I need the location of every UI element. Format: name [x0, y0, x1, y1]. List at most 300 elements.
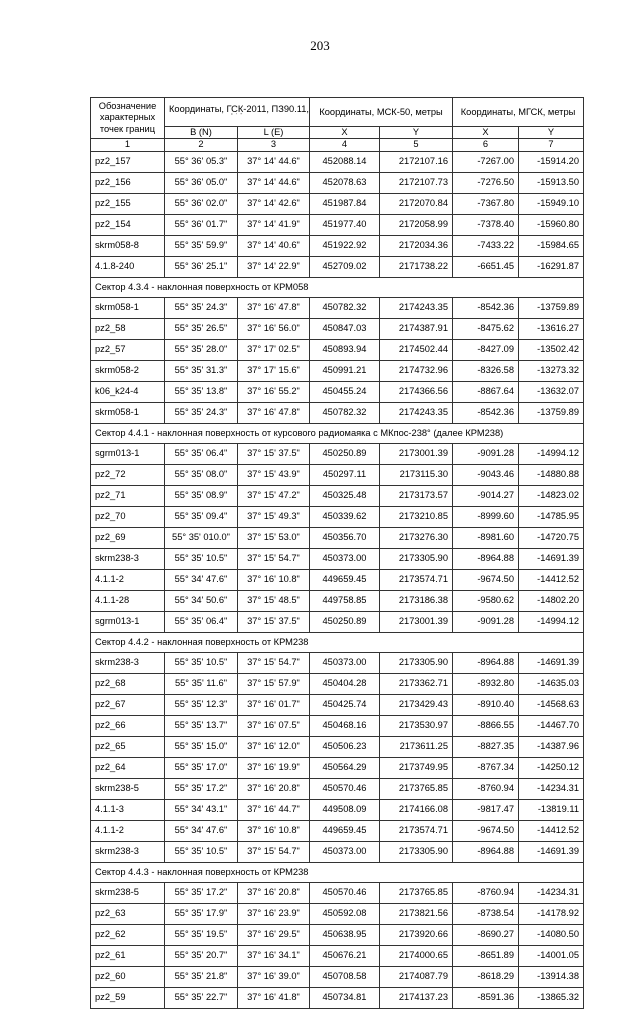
- longitude-cell: 37° 15' 48.5": [238, 591, 310, 612]
- point-id-cell: 4.1.1-28: [91, 591, 165, 612]
- sector-heading-row: [91, 863, 584, 883]
- mgsk-y-cell: -13914.38: [519, 967, 584, 988]
- mgsk-x-cell: -9043.46: [453, 465, 519, 486]
- latitude-cell: 55° 35' 10.5": [165, 653, 238, 674]
- mgsk-x-cell: -7433.22: [453, 236, 519, 257]
- msk-x-cell: 450564.29: [310, 758, 380, 779]
- mgsk-x-cell: -8326.58: [453, 361, 519, 382]
- mgsk-y-cell: -14412.52: [519, 570, 584, 591]
- header-gsk-group: [165, 98, 310, 127]
- longitude-cell: 37° 17' 15.6": [238, 361, 310, 382]
- mgsk-y-cell: -14250.12: [519, 758, 584, 779]
- msk-x-cell: 450339.62: [310, 507, 380, 528]
- table-row: [91, 821, 584, 842]
- mgsk-y-cell: -14387.96: [519, 737, 584, 758]
- longitude-cell: 37° 14' 42.6": [238, 194, 310, 215]
- latitude-cell: 55° 35' 11.6": [165, 674, 238, 695]
- table-row: [91, 737, 584, 758]
- msk-x-cell: 450570.46: [310, 779, 380, 800]
- longitude-cell: 37° 16' 29.5": [238, 925, 310, 946]
- msk-y-cell: 2173749.95: [380, 758, 453, 779]
- mgsk-y-cell: -14880.88: [519, 465, 584, 486]
- header-point-designation: Обозначение характерных точек границ: [91, 98, 165, 139]
- table-row: [91, 988, 584, 1009]
- table-row: [91, 612, 584, 633]
- latitude-cell: 55° 35' 08.0": [165, 465, 238, 486]
- longitude-cell: 37° 16' 56.0": [238, 319, 310, 340]
- mgsk-y-cell: -13273.32: [519, 361, 584, 382]
- mgsk-y-cell: -15949.10: [519, 194, 584, 215]
- mgsk-x-cell: -8760.94: [453, 883, 519, 904]
- msk-y-cell: 2174366.56: [380, 382, 453, 403]
- table-row: [91, 319, 584, 340]
- msk-x-cell: 450782.32: [310, 403, 380, 424]
- mgsk-x-cell: -7267.00: [453, 152, 519, 173]
- msk-y-cell: 2174087.79: [380, 967, 453, 988]
- latitude-cell: 55° 34' 47.6": [165, 821, 238, 842]
- point-id-cell: pz2_63: [91, 904, 165, 925]
- page-number: 203: [310, 38, 330, 53]
- column-number: 6: [453, 139, 519, 152]
- point-id-cell: pz2_70: [91, 507, 165, 528]
- latitude-cell: 55° 35' 08.9": [165, 486, 238, 507]
- longitude-cell: 37° 16' 39.0": [238, 967, 310, 988]
- mgsk-x-cell: -8866.55: [453, 716, 519, 737]
- mgsk-y-cell: -13616.27: [519, 319, 584, 340]
- msk-x-cell: 452709.02: [310, 257, 380, 278]
- mgsk-x-cell: -9091.28: [453, 612, 519, 633]
- latitude-cell: 55° 34' 43.1": [165, 800, 238, 821]
- msk-x-cell: 450373.00: [310, 549, 380, 570]
- table-row: [91, 946, 584, 967]
- point-id-cell: pz2_67: [91, 695, 165, 716]
- point-id-cell: pz2_155: [91, 194, 165, 215]
- latitude-cell: 55° 35' 06.4": [165, 612, 238, 633]
- mgsk-y-cell: -14234.31: [519, 779, 584, 800]
- mgsk-x-cell: -9091.28: [453, 444, 519, 465]
- msk-y-cell: 2173574.71: [380, 821, 453, 842]
- point-id-cell: skrm238-3: [91, 842, 165, 863]
- point-id-cell: sgrm013-1: [91, 612, 165, 633]
- latitude-cell: 55° 34' 50.6": [165, 591, 238, 612]
- table-row: [91, 591, 584, 612]
- msk-y-cell: 2173276.30: [380, 528, 453, 549]
- point-id-cell: pz2_154: [91, 215, 165, 236]
- mgsk-x-cell: -8981.60: [453, 528, 519, 549]
- latitude-cell: 55° 35' 22.7": [165, 988, 238, 1009]
- table-row: [91, 967, 584, 988]
- latitude-cell: 55° 36' 25.1": [165, 257, 238, 278]
- table-row: [91, 340, 584, 361]
- msk-x-cell: 450455.24: [310, 382, 380, 403]
- table-row: [91, 549, 584, 570]
- mgsk-x-cell: -8591.36: [453, 988, 519, 1009]
- msk-x-cell: 449659.45: [310, 821, 380, 842]
- header-b: B (N): [165, 127, 238, 139]
- table-row: [91, 465, 584, 486]
- latitude-cell: 55° 35' 06.4": [165, 444, 238, 465]
- latitude-cell: 55° 36' 05.0": [165, 173, 238, 194]
- mgsk-x-cell: -8738.54: [453, 904, 519, 925]
- mgsk-x-cell: -8999.60: [453, 507, 519, 528]
- latitude-cell: 55° 35' 12.3": [165, 695, 238, 716]
- latitude-cell: 55° 34' 47.6": [165, 570, 238, 591]
- msk-x-cell: 450373.00: [310, 653, 380, 674]
- table-row: [91, 716, 584, 737]
- msk-y-cell: 2171738.22: [380, 257, 453, 278]
- longitude-cell: 37° 16' 10.8": [238, 570, 310, 591]
- table-body: [91, 152, 584, 1009]
- mgsk-y-cell: -14001.05: [519, 946, 584, 967]
- msk-x-cell: 449758.85: [310, 591, 380, 612]
- msk-x-cell: 451977.40: [310, 215, 380, 236]
- latitude-cell: 55° 35' 15.0": [165, 737, 238, 758]
- mgsk-x-cell: -8932.80: [453, 674, 519, 695]
- mgsk-x-cell: -8964.88: [453, 842, 519, 863]
- msk-y-cell: 2173210.85: [380, 507, 453, 528]
- longitude-cell: 37° 17' 02.5": [238, 340, 310, 361]
- msk-y-cell: 2173305.90: [380, 653, 453, 674]
- header-mgsk-y: Y: [519, 127, 584, 139]
- table-row: [91, 236, 584, 257]
- latitude-cell: 55° 35' 10.5": [165, 549, 238, 570]
- longitude-cell: 37° 16' 44.7": [238, 800, 310, 821]
- latitude-cell: 55° 35' 21.8": [165, 967, 238, 988]
- longitude-cell: 37° 16' 55.2": [238, 382, 310, 403]
- msk-y-cell: 2172107.16: [380, 152, 453, 173]
- longitude-cell: 37° 15' 57.9": [238, 674, 310, 695]
- msk-x-cell: 450676.21: [310, 946, 380, 967]
- table-row: [91, 570, 584, 591]
- coordinates-table: [90, 97, 584, 1009]
- mgsk-x-cell: -8827.35: [453, 737, 519, 758]
- mgsk-y-cell: -14802.20: [519, 591, 584, 612]
- point-id-cell: skrm238-5: [91, 883, 165, 904]
- msk-y-cell: 2174243.35: [380, 298, 453, 319]
- table-header: [91, 98, 584, 152]
- longitude-cell: 37° 16' 20.8": [238, 883, 310, 904]
- table-row: [91, 883, 584, 904]
- point-id-cell: pz2_59: [91, 988, 165, 1009]
- table-row: [91, 904, 584, 925]
- msk-y-cell: 2173920.66: [380, 925, 453, 946]
- msk-x-cell: 450506.23: [310, 737, 380, 758]
- msk-y-cell: 2172070.84: [380, 194, 453, 215]
- table-row: [91, 361, 584, 382]
- msk-y-cell: 2173305.90: [380, 842, 453, 863]
- latitude-cell: 55° 35' 17.2": [165, 883, 238, 904]
- mgsk-x-cell: -7378.40: [453, 215, 519, 236]
- mgsk-x-cell: -8618.29: [453, 967, 519, 988]
- msk-x-cell: 450782.32: [310, 298, 380, 319]
- msk-y-cell: 2173530.97: [380, 716, 453, 737]
- point-id-cell: pz2_69: [91, 528, 165, 549]
- msk-x-cell: 450893.94: [310, 340, 380, 361]
- msk-x-cell: 450592.08: [310, 904, 380, 925]
- mgsk-y-cell: -14635.03: [519, 674, 584, 695]
- mgsk-y-cell: -14568.63: [519, 695, 584, 716]
- header-l: L (E): [238, 127, 310, 139]
- point-id-cell: k06_k24-4: [91, 382, 165, 403]
- table-row: [91, 298, 584, 319]
- point-id-cell: skrm058-1: [91, 403, 165, 424]
- mgsk-y-cell: -13502.42: [519, 340, 584, 361]
- msk-y-cell: 2174137.23: [380, 988, 453, 1009]
- table-row: [91, 800, 584, 821]
- latitude-cell: 55° 35' 17.0": [165, 758, 238, 779]
- table-row: [91, 215, 584, 236]
- column-number: 5: [380, 139, 453, 152]
- point-id-cell: pz2_57: [91, 340, 165, 361]
- latitude-cell: 55° 35' 26.5": [165, 319, 238, 340]
- mgsk-y-cell: -13632.07: [519, 382, 584, 403]
- latitude-cell: 55° 35' 10.5": [165, 842, 238, 863]
- sector-heading: Сектор 4.4.2 - наклонная поверхность от КРМ238: [91, 633, 584, 653]
- mgsk-y-cell: -15914.20: [519, 152, 584, 173]
- mgsk-x-cell: -8910.40: [453, 695, 519, 716]
- mgsk-y-cell: -14994.12: [519, 612, 584, 633]
- msk-y-cell: 2173765.85: [380, 883, 453, 904]
- longitude-cell: 37° 15' 47.2": [238, 486, 310, 507]
- point-id-cell: sgrm013-1: [91, 444, 165, 465]
- latitude-cell: 55° 35' 59.9": [165, 236, 238, 257]
- table-row: [91, 528, 584, 549]
- mgsk-y-cell: -14234.31: [519, 883, 584, 904]
- mgsk-y-cell: -15913.50: [519, 173, 584, 194]
- longitude-cell: 37° 16' 47.8": [238, 403, 310, 424]
- latitude-cell: 55° 36' 02.0": [165, 194, 238, 215]
- mgsk-y-cell: -14823.02: [519, 486, 584, 507]
- longitude-cell: 37° 15' 43.9": [238, 465, 310, 486]
- column-number: 1: [91, 139, 165, 152]
- msk-x-cell: 450297.11: [310, 465, 380, 486]
- msk-y-cell: 2173574.71: [380, 570, 453, 591]
- point-id-cell: skrm238-5: [91, 779, 165, 800]
- point-id-cell: pz2_62: [91, 925, 165, 946]
- longitude-cell: 37° 15' 54.7": [238, 842, 310, 863]
- point-id-cell: pz2_58: [91, 319, 165, 340]
- mgsk-x-cell: -7276.50: [453, 173, 519, 194]
- point-id-cell: skrm058-1: [91, 298, 165, 319]
- msk-y-cell: 2172107.73: [380, 173, 453, 194]
- msk-x-cell: 450638.95: [310, 925, 380, 946]
- point-id-cell: skrm058-2: [91, 361, 165, 382]
- sector-heading-row: [91, 633, 584, 653]
- latitude-cell: 55° 35' 13.8": [165, 382, 238, 403]
- mgsk-x-cell: -9674.50: [453, 821, 519, 842]
- sector-heading: Сектор 4.3.4 - наклонная поверхность от КРМ058: [91, 278, 584, 298]
- mgsk-x-cell: -9674.50: [453, 570, 519, 591]
- mgsk-x-cell: -8760.94: [453, 779, 519, 800]
- table-row: [91, 925, 584, 946]
- mgsk-y-cell: -13865.32: [519, 988, 584, 1009]
- table-row: [91, 403, 584, 424]
- point-id-cell: pz2_61: [91, 946, 165, 967]
- longitude-cell: 37° 15' 54.7": [238, 653, 310, 674]
- mgsk-x-cell: -9580.62: [453, 591, 519, 612]
- table-row: [91, 486, 584, 507]
- mgsk-y-cell: -14994.12: [519, 444, 584, 465]
- msk-x-cell: 450373.00: [310, 842, 380, 863]
- mgsk-x-cell: -8964.88: [453, 653, 519, 674]
- column-number: 7: [519, 139, 584, 152]
- msk-x-cell: 452088.14: [310, 152, 380, 173]
- msk-x-cell: 450734.81: [310, 988, 380, 1009]
- longitude-cell: 37° 15' 37.5": [238, 444, 310, 465]
- mgsk-x-cell: -8542.36: [453, 403, 519, 424]
- header-msk-y: Y: [380, 127, 453, 139]
- table-row: [91, 173, 584, 194]
- msk-y-cell: 2173429.43: [380, 695, 453, 716]
- latitude-cell: 55° 35' 24.3": [165, 298, 238, 319]
- sector-heading: Сектор 4.4.3 - наклонная поверхность от КРМ238: [91, 863, 584, 883]
- point-id-cell: pz2_65: [91, 737, 165, 758]
- msk-y-cell: 2174502.44: [380, 340, 453, 361]
- msk-x-cell: 449508.09: [310, 800, 380, 821]
- latitude-cell: 55° 35' 19.5": [165, 925, 238, 946]
- msk-x-cell: 450847.03: [310, 319, 380, 340]
- msk-y-cell: 2173362.71: [380, 674, 453, 695]
- msk-y-cell: 2173186.38: [380, 591, 453, 612]
- longitude-cell: 37° 16' 41.8": [238, 988, 310, 1009]
- msk-y-cell: 2173765.85: [380, 779, 453, 800]
- mgsk-x-cell: -8767.34: [453, 758, 519, 779]
- table-row: [91, 695, 584, 716]
- longitude-cell: 37° 14' 41.9": [238, 215, 310, 236]
- longitude-cell: 37° 14' 40.6": [238, 236, 310, 257]
- longitude-cell: 37° 14' 44.6": [238, 173, 310, 194]
- msk-y-cell: 2173115.30: [380, 465, 453, 486]
- latitude-cell: 55° 35' 20.7": [165, 946, 238, 967]
- point-id-cell: pz2_68: [91, 674, 165, 695]
- msk-y-cell: 2174243.35: [380, 403, 453, 424]
- msk-y-cell: 2174166.08: [380, 800, 453, 821]
- header-gsk-title: Координаты, ГСК-2011, ПЗ90.11,: [169, 103, 309, 114]
- mgsk-y-cell: -14785.95: [519, 507, 584, 528]
- column-number: 2: [165, 139, 238, 152]
- msk-x-cell: 450708.58: [310, 967, 380, 988]
- mgsk-y-cell: -13759.89: [519, 298, 584, 319]
- msk-y-cell: 2173001.39: [380, 444, 453, 465]
- msk-x-cell: 450991.21: [310, 361, 380, 382]
- msk-y-cell: 2174732.96: [380, 361, 453, 382]
- longitude-cell: 37° 14' 22.9": [238, 257, 310, 278]
- table-row: [91, 507, 584, 528]
- latitude-cell: 55° 35' 09.4": [165, 507, 238, 528]
- mgsk-x-cell: -9014.27: [453, 486, 519, 507]
- header-msk-group: Координаты, МСК-50, метры: [310, 98, 453, 127]
- point-id-cell: skrm238-3: [91, 653, 165, 674]
- msk-y-cell: 2173821.56: [380, 904, 453, 925]
- table-row: [91, 152, 584, 173]
- msk-y-cell: 2172034.36: [380, 236, 453, 257]
- mgsk-y-cell: -14691.39: [519, 653, 584, 674]
- mgsk-x-cell: -8867.64: [453, 382, 519, 403]
- msk-y-cell: 2174387.91: [380, 319, 453, 340]
- msk-x-cell: 449659.45: [310, 570, 380, 591]
- mgsk-y-cell: -14178.92: [519, 904, 584, 925]
- table-row: [91, 779, 584, 800]
- point-id-cell: 4.1.1-2: [91, 570, 165, 591]
- latitude-cell: 55° 35' 31.3": [165, 361, 238, 382]
- sector-heading-row: [91, 424, 584, 444]
- latitude-cell: 55° 35' 17.9": [165, 904, 238, 925]
- table-row: [91, 194, 584, 215]
- longitude-cell: 37° 16' 12.0": [238, 737, 310, 758]
- point-id-cell: pz2_72: [91, 465, 165, 486]
- point-id-cell: pz2_156: [91, 173, 165, 194]
- mgsk-y-cell: -14691.39: [519, 549, 584, 570]
- msk-y-cell: 2173611.25: [380, 737, 453, 758]
- header-msk-x: X: [310, 127, 380, 139]
- header-mgsk-group: Координаты, МГСК, метры: [453, 98, 584, 127]
- msk-y-cell: 2173305.90: [380, 549, 453, 570]
- msk-y-cell: 2173001.39: [380, 612, 453, 633]
- column-number: 4: [310, 139, 380, 152]
- mgsk-x-cell: -8964.88: [453, 549, 519, 570]
- table-row: [91, 382, 584, 403]
- mgsk-x-cell: -8427.09: [453, 340, 519, 361]
- longitude-cell: 37° 16' 23.9": [238, 904, 310, 925]
- header-gsk-units: ° ' ": [230, 113, 244, 120]
- longitude-cell: 37° 16' 20.8": [238, 779, 310, 800]
- point-id-cell: pz2_64: [91, 758, 165, 779]
- msk-y-cell: 2172058.99: [380, 215, 453, 236]
- point-id-cell: 4.1.1-2: [91, 821, 165, 842]
- msk-x-cell: 450404.28: [310, 674, 380, 695]
- mgsk-y-cell: -14720.75: [519, 528, 584, 549]
- mgsk-y-cell: -13759.89: [519, 403, 584, 424]
- msk-x-cell: 450250.89: [310, 612, 380, 633]
- msk-x-cell: 450468.16: [310, 716, 380, 737]
- point-id-cell: pz2_60: [91, 967, 165, 988]
- table-row: [91, 444, 584, 465]
- table-row: [91, 674, 584, 695]
- longitude-cell: 37° 15' 49.3": [238, 507, 310, 528]
- point-id-cell: 4.1.8-240: [91, 257, 165, 278]
- point-id-cell: skrm238-3: [91, 549, 165, 570]
- longitude-cell: 37° 15' 54.7": [238, 549, 310, 570]
- longitude-cell: 37° 16' 19.9": [238, 758, 310, 779]
- longitude-cell: 37° 16' 01.7": [238, 695, 310, 716]
- sector-heading: Сектор 4.4.1 - наклонная поверхность от курсового радиомаяка с МКпос-238° (далее КРМ238): [91, 424, 584, 444]
- table-row: [91, 653, 584, 674]
- msk-x-cell: 450425.74: [310, 695, 380, 716]
- point-id-cell: pz2_157: [91, 152, 165, 173]
- mgsk-x-cell: -6651.45: [453, 257, 519, 278]
- longitude-cell: 37° 16' 10.8": [238, 821, 310, 842]
- msk-y-cell: 2173173.57: [380, 486, 453, 507]
- longitude-cell: 37° 16' 34.1": [238, 946, 310, 967]
- longitude-cell: 37° 16' 07.5": [238, 716, 310, 737]
- mgsk-y-cell: -14691.39: [519, 842, 584, 863]
- mgsk-x-cell: -7367.80: [453, 194, 519, 215]
- mgsk-x-cell: -8475.62: [453, 319, 519, 340]
- latitude-cell: 55° 35' 13.7": [165, 716, 238, 737]
- longitude-cell: 37° 15' 37.5": [238, 612, 310, 633]
- header-mgsk-x: X: [453, 127, 519, 139]
- point-id-cell: skrm058-8: [91, 236, 165, 257]
- msk-x-cell: 450325.48: [310, 486, 380, 507]
- mgsk-y-cell: -14080.50: [519, 925, 584, 946]
- msk-x-cell: 451922.92: [310, 236, 380, 257]
- mgsk-y-cell: -14412.52: [519, 821, 584, 842]
- mgsk-y-cell: -15960.80: [519, 215, 584, 236]
- latitude-cell: 55° 36' 01.7": [165, 215, 238, 236]
- table-row: [91, 257, 584, 278]
- point-id-cell: pz2_71: [91, 486, 165, 507]
- mgsk-y-cell: -15984.65: [519, 236, 584, 257]
